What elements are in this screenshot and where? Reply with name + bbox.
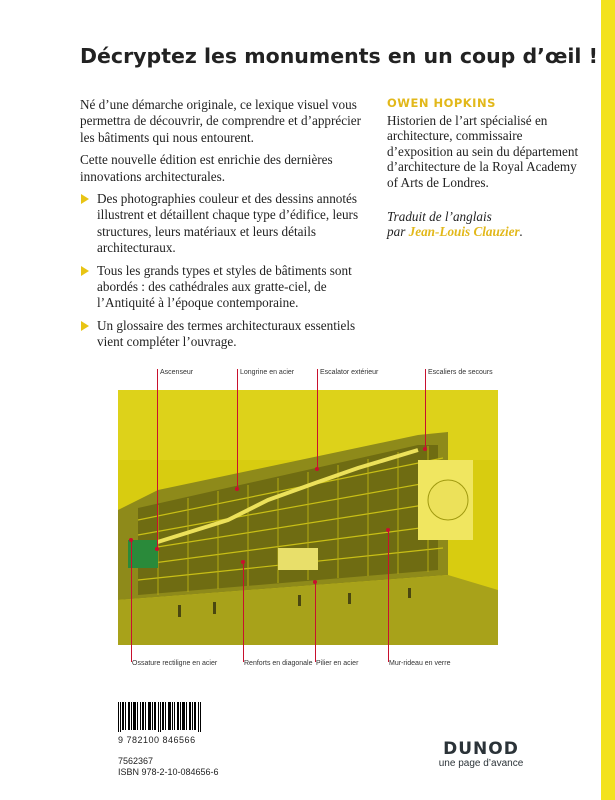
feature-item: Tous les grands types et styles de bâtiments sont abordés : des cathédrales aux gratte-ciel, de l’Antiquité à l’époque contemporaine. <box>80 263 372 312</box>
label-mur-rideau: Mur-rideau en verre <box>389 660 451 667</box>
centre-pompidou-illustration <box>118 390 498 645</box>
leader-dot <box>129 538 133 542</box>
headline: Décryptez les monuments en un coup d’œil ! <box>80 44 598 68</box>
barcode-digits: 9 782100 846566 <box>118 735 196 745</box>
label-pilier: Pilier en acier <box>316 660 359 667</box>
label-ossature: Ossature rectiligne en acier <box>132 660 218 667</box>
leader-dot <box>241 560 245 564</box>
translation-credit: Traduit de l’anglais par Jean-Louis Clauzier. <box>387 208 523 240</box>
leader-line <box>388 530 389 662</box>
label-escaliers: Escaliers de secours <box>428 369 493 376</box>
publisher-name: DUNOD <box>443 739 519 759</box>
feature-list <box>80 191 372 351</box>
translator-name: Jean-Louis Clauzier <box>408 224 520 240</box>
leader-dot <box>313 580 317 584</box>
leader-line <box>315 582 316 662</box>
label-ascenseur: Ascenseur <box>160 369 194 376</box>
edition-paragraph: Cette nouvelle édition est enrichie des dernières innovations architecturales. <box>80 152 333 184</box>
description-column <box>80 97 372 357</box>
leader-line <box>425 369 426 449</box>
label-escalator: Escalator extérieur <box>320 369 379 376</box>
leader-line <box>237 369 238 489</box>
annotated-building-photo <box>118 390 498 645</box>
publisher-logo <box>436 740 526 769</box>
feature-item: Des photographies couleur et des dessins annotés illustrent et détaillent chaque type d’édifice, leurs structures, leurs matériaux et leurs détails architecturaux. <box>80 191 372 257</box>
publisher-slogan: une page d’avance <box>438 758 524 769</box>
leader-dot <box>155 547 159 551</box>
author-bio: Historien de l’art spécialisé en architecture, commissaire d’exposition au sein du département d’architecture de la Royal Academy of Arts de Londres. <box>387 112 579 190</box>
feature-item: Un glossaire des termes architecturaux essentiels vient compléter l’ouvrage. <box>80 318 372 351</box>
triangle-bullet-icon <box>81 194 89 204</box>
intro-paragraph: Né d’une démarche originale, ce lexique visuel vous permettra de découvrir, de comprendre et d’apprécier les bâtiments qui nous entourent. <box>80 97 362 145</box>
triangle-bullet-icon <box>81 266 89 276</box>
label-renforts: Renforts en diagonale <box>244 660 313 667</box>
yellow-edge-strip <box>601 0 615 800</box>
leader-dot <box>423 447 427 451</box>
label-longrine: Longrine en acier <box>240 369 295 376</box>
leader-dot <box>315 467 319 471</box>
leader-line <box>243 562 244 662</box>
leader-dot <box>235 487 239 491</box>
barcode <box>118 702 203 732</box>
leader-line <box>317 369 318 469</box>
product-code: 7562367 <box>118 756 154 766</box>
author-column <box>387 96 587 240</box>
isbn: ISBN 978-2-10-084656-6 <box>118 767 219 777</box>
leader-line <box>131 540 132 662</box>
author-name: OWEN HOPKINS <box>387 96 496 110</box>
leader-line <box>157 369 158 549</box>
triangle-bullet-icon <box>81 321 89 331</box>
leader-dot <box>386 528 390 532</box>
